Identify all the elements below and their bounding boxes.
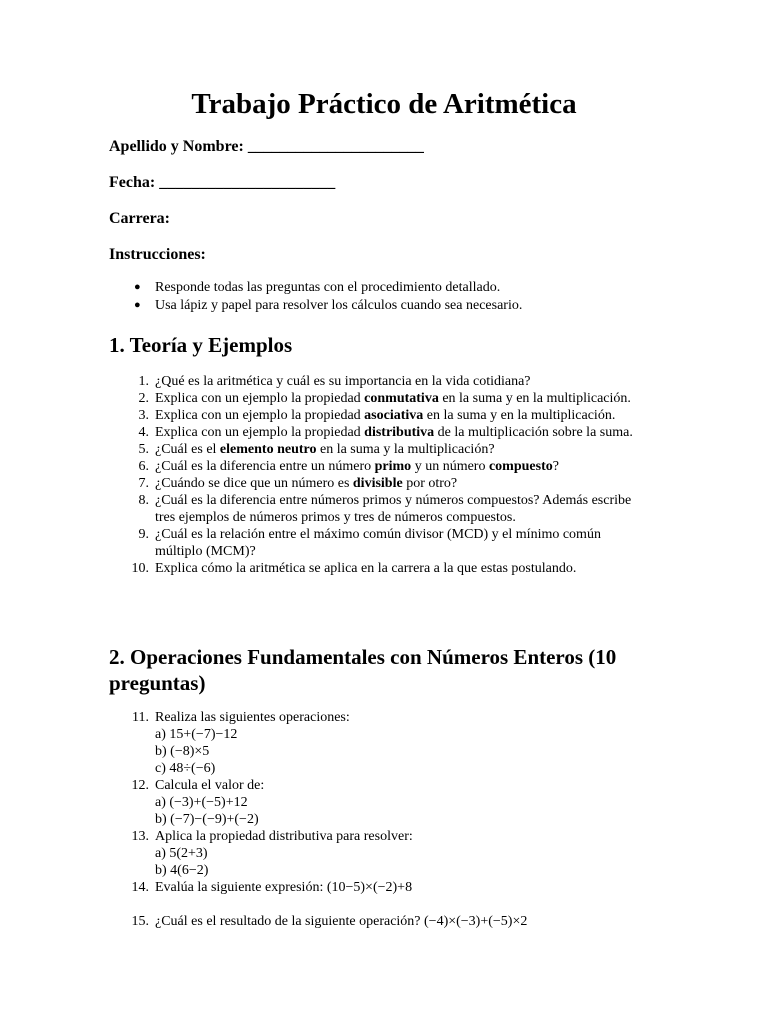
question-number: 6. [138, 459, 149, 474]
question-number: 8. [138, 493, 149, 508]
question-text: y un número [411, 459, 489, 474]
question-text: ? [552, 459, 559, 474]
name-field-label: Apellido y Nombre: ______________________ [109, 138, 424, 155]
instructions-list [109, 279, 522, 314]
question-number: 2. [138, 391, 149, 406]
section-2-questions [109, 709, 649, 930]
question-number: 14. [131, 880, 149, 895]
question-item [109, 492, 649, 526]
sub-question: b) 4(6−2) [155, 863, 209, 878]
sub-question: a) 15+(−7)−12 [155, 727, 238, 742]
sub-question: a) 5(2+3) [155, 846, 208, 861]
bullet-icon: ● [134, 281, 141, 293]
section-1-questions [109, 373, 649, 577]
question-text: por otro? [402, 476, 458, 491]
sub-question: a) (−3)+(−5)+12 [155, 795, 248, 810]
bold-term: elemento neutro [219, 442, 317, 457]
question-number: 3. [138, 408, 149, 423]
bullet-icon: ● [134, 298, 141, 311]
career-field-label: Carrera: [109, 210, 170, 227]
question-item [109, 879, 649, 896]
question-number: 12. [131, 778, 149, 793]
question-number: 5. [138, 442, 149, 457]
question-text: Calcula el valor de: [155, 778, 265, 793]
bold-term: distributiva [364, 425, 435, 440]
question-item [109, 828, 649, 879]
question-text: Evalúa la siguiente expresión: (10−5)×(−2)+8 [155, 880, 413, 895]
question-item [109, 777, 649, 828]
question-item [109, 475, 649, 492]
bold-term: compuesto [488, 459, 553, 474]
question-item [109, 424, 649, 441]
date-field-label: Fecha: ______________________ [109, 174, 336, 191]
question-text: Realiza las siguientes operaciones: [155, 710, 350, 725]
question-item [109, 390, 649, 407]
question-item [109, 407, 649, 424]
list-item [109, 279, 522, 297]
question-number: 13. [131, 829, 149, 844]
question-text: en la suma y en la multiplicación. [438, 391, 631, 406]
sub-question: b) (−7)−(−9)+(−2) [155, 812, 259, 827]
sub-question: c) 48÷(−6) [155, 761, 216, 776]
question-text: Explica con un ejemplo la propiedad [155, 425, 365, 440]
question-text: ¿Cuál es la diferencia entre un número [155, 459, 375, 474]
question-item [109, 560, 649, 577]
question-text: Aplica la propiedad distributiva para resolver: [155, 829, 413, 844]
instructions-heading: Instrucciones: [109, 246, 206, 263]
question-number: 9. [138, 527, 149, 542]
question-number: 7. [138, 476, 149, 491]
question-text: ¿Cuándo se dice que un número es [155, 476, 353, 491]
question-item [109, 373, 649, 390]
question-text: ¿Qué es la aritmética y cuál es su importancia en la vida cotidiana? [155, 374, 531, 389]
bold-term: divisible [352, 476, 403, 491]
list-item [109, 297, 522, 315]
question-text: en la suma y la multiplicación? [316, 442, 495, 457]
question-item [109, 526, 649, 560]
question-text: ¿Cuál es el [155, 442, 220, 457]
bold-term: asociativa [364, 408, 424, 423]
instruction-text: Usa lápiz y papel para resolver los cálculos cuando sea necesario. [155, 297, 523, 313]
question-item [109, 458, 649, 475]
sub-question: b) (−8)×5 [155, 744, 210, 759]
question-number: 15. [131, 914, 149, 929]
question-item [109, 441, 649, 458]
question-text: Explica cómo la aritmética se aplica en la carrera a la que estas postulando. [155, 561, 577, 576]
question-number: 4. [138, 425, 149, 440]
question-text: ¿Cuál es la diferencia entre números primos y números compuestos? Además escribe tres ejemplos de números primos y tres de números compuestos. [155, 493, 632, 525]
question-text: de la multiplicación sobre la suma. [434, 425, 633, 440]
bold-term: primo [374, 459, 412, 474]
question-text: ¿Cuál es el resultado de la siguiente operación? (−4)×(−3)+(−5)×2 [155, 914, 528, 929]
question-text: Explica con un ejemplo la propiedad [155, 391, 365, 406]
question-number: 11. [132, 710, 149, 725]
question-number: 1. [138, 374, 149, 389]
question-number: 10. [131, 561, 149, 576]
spacer [109, 896, 649, 913]
page-title: Trabajo Práctico de Aritmética [191, 88, 577, 120]
question-item [109, 913, 649, 930]
question-text: Explica con un ejemplo la propiedad [155, 408, 365, 423]
section-1-heading: 1. Teoría y Ejemplos [109, 333, 293, 357]
bold-term: conmutativa [364, 391, 439, 406]
question-text: en la suma y en la multiplicación. [423, 408, 616, 423]
instruction-text: Responde todas las preguntas con el procedimiento detallado. [155, 280, 501, 295]
question-text: ¿Cuál es la relación entre el máximo común divisor (MCD) y el mínimo común múltiplo (MCM)? [155, 527, 601, 559]
section-2-heading: 2. Operaciones Fundamentales con Números Enteros (10 preguntas) [109, 645, 617, 695]
question-item [109, 709, 649, 777]
